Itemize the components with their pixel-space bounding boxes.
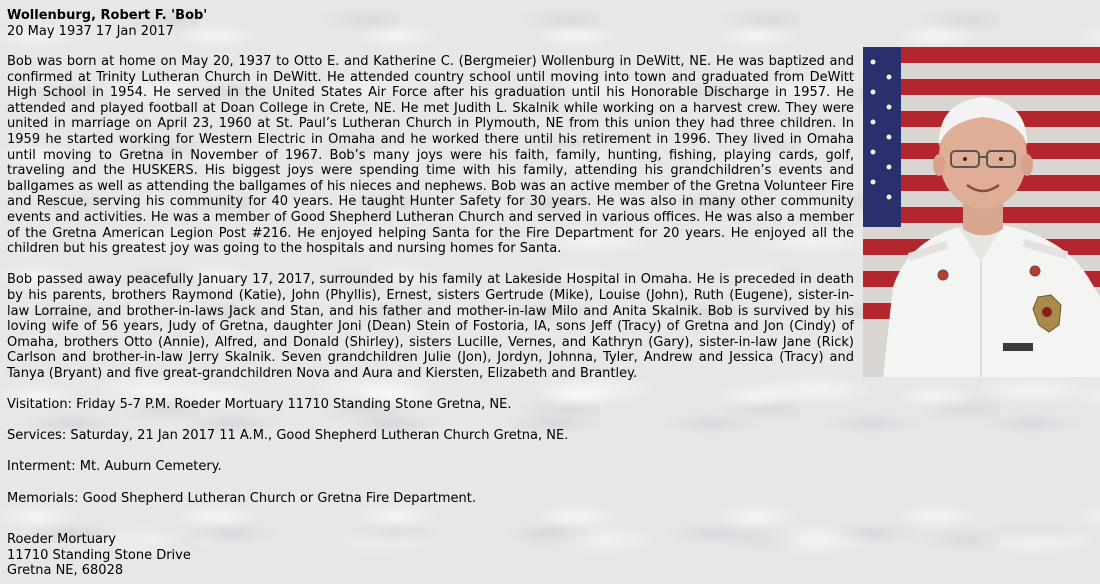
obituary-body [7,54,854,522]
mortuary-name: Roeder Mortuary [7,532,116,547]
interment-line: Interment: Mt. Auburn Cemetery. [7,459,222,475]
visitation-line: Visitation: Friday 5-7 P.M. Roeder Mortuary 11710 Standing Stone Gretna, NE. [7,397,512,413]
life-dates: 20 May 1937 17 Jan 2017 [7,23,174,39]
person-name: Wollenburg, Robert F. 'Bob' [7,8,208,23]
portrait-photo [863,47,1100,377]
mortuary-address [7,532,191,579]
passing-paragraph: Bob passed away peacefully January 17, 2017, surrounded by his family at Lakeside Hospital in Omaha. He is preceded in death by his parents, brothers Raymond (Katie), John (Phyllis), Ernest, sisters Gertrude (Mike), Louise (John), Ruth (Eugene), sister-in-law Lorraine, and brother-in-laws Jack and Stan, and his father and mother-in-law Milo and Anita Skalnik. Bob is survived by his loving wife of 56 years, Judy of Gretna, daughter Joni (Dean) Stein of Fostoria, IA, sons Jeff (Tracy) of Gretna and Jon (Cindy) of Omaha, brothers Otto (Annie), Alfred, and Donald (Shirley), sisters Lucille, Vernes, and Kathryn (Gary), sister-in-law Jane (Rick) Carlson and brother-in-law Jerry Skalnik. Seven grandchildren Julie (Jon), Jordyn, Johnna, Tyler, Andrew and Jessica (Tracy) and Tanya (Bryant) and five great-grandchildren Nova and Aura and Kiersten, Elizabeth and Brantley. [7,272,854,381]
biography-paragraph: Bob was born at home on May 20, 1937 to Otto E. and Katherine C. (Bergmeier) Wollenburg in DeWitt, NE. He was baptized and confirmed at Trinity Lutheran Church in DeWitt. He attended country school until moving into town and graduated from DeWitt High School in 1954. He served in the United States Air Force after his graduation until his Honorable Discharge in 1957. He attended and played football at Doan College in Crete, NE. He met Judith L. Skalnik while working on a harvest crew. They were united in marriage on April 23, 1960 at St. Paul’s Lutheran Church in Plymouth, NE from this union they had three children. In 1959 he started working for Western Electric in Omaha and he worked there until his retirement in 1996. They lived in Omaha until moving to Gretna in November of 1967. Bob’s many joys were his faith, family, hunting, fishing, playing cards, golf, traveling and the HUSKERS. His biggest joys were spending time with his family, attending his grandchildren’s events and ballgames as well as attending the ballgames of his nieces and nephews. Bob was an active member of the Gretna Volunteer Fire and Rescue, serving his community for 40 years. He taught Hunter Safety for 30 years. He was also in many other community events and activities. He was a member of Good Shepherd Lutheran Church and served in various offices. He was also a member of the Gretna American Legion Post #216. He enjoyed helping Santa for the Fire Department for 20 years. He enjoyed all the children but his greatest joy was going to the hospitals and nursing homes for Santa. [7,54,854,257]
mortuary-street: 11710 Standing Stone Drive [7,547,191,563]
memorials-line: Memorials: Good Shepherd Lutheran Church or Gretna Fire Department. [7,490,477,506]
mortuary-city: Gretna NE, 68028 [7,563,124,579]
services-line: Services: Saturday, 21 Jan 2017 11 A.M., Good Shepherd Lutheran Church Gretna, NE. [7,428,569,444]
portrait-image [863,47,1100,377]
obituary-header [7,8,867,39]
